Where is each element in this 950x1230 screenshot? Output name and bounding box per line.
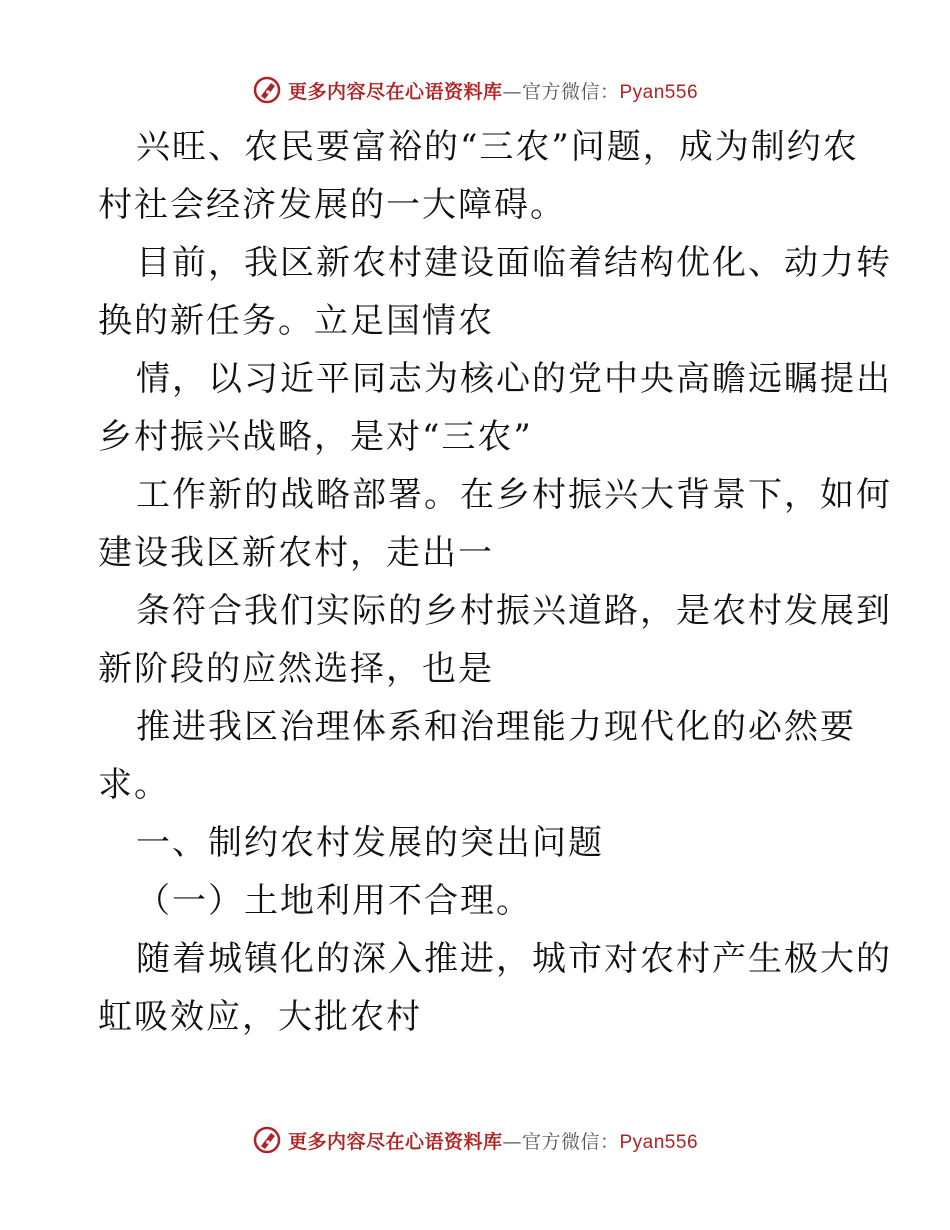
footer-banner [0, 1120, 950, 1160]
header-banner [0, 70, 950, 110]
subsection-heading: （一）土地利用不合理。 [136, 881, 532, 921]
banner-separator: —官方微信： [502, 1130, 620, 1153]
text-line: 条符合我们实际的乡村振兴道路，是农村发展到 [136, 591, 892, 631]
text-line: 情，以习近平同志为核心的党中央高瞻远瞩提出 [136, 359, 892, 399]
document-body [98, 118, 892, 1046]
banner-separator: —官方微信： [502, 80, 620, 103]
banner-wechat-id: Pyan556 [619, 81, 699, 103]
banner-title: 更多内容尽在心语资料库 [287, 80, 503, 103]
text-line: 工作新的战略部署。在乡村振兴大背景下，如何 [136, 475, 892, 515]
text-line: 推进我区治理体系和治理能力现代化的必然要 [136, 707, 856, 747]
text-line: 求。 [98, 765, 170, 805]
text-line: 换的新任务。立足国情农 [98, 301, 494, 341]
pen-nib-logo-icon [252, 75, 282, 105]
text-line: 随着城镇化的深入推进，城市对农村产生极大的 [136, 939, 892, 979]
text-line: 村社会经济发展的一大障碍。 [98, 185, 566, 225]
section-heading: 一、制约农村发展的突出问题 [136, 823, 604, 863]
pen-nib-logo-icon [252, 1125, 282, 1155]
text-line: 目前，我区新农村建设面临着结构优化、动力转 [136, 243, 892, 283]
text-line: 乡村振兴战略，是对“三农” [98, 417, 533, 457]
text-line: 建设我区新农村，走出一 [98, 533, 494, 573]
banner-text [288, 1127, 698, 1154]
text-line: 新阶段的应然选择，也是 [98, 649, 494, 689]
text-line: 兴旺、农民要富裕的“三农”问题，成为制约农 [136, 127, 859, 167]
banner-wechat-id: Pyan556 [619, 1131, 699, 1153]
banner-text [288, 77, 698, 104]
banner-title: 更多内容尽在心语资料库 [287, 1130, 503, 1153]
text-line: 虹吸效应，大批农村 [98, 997, 422, 1037]
